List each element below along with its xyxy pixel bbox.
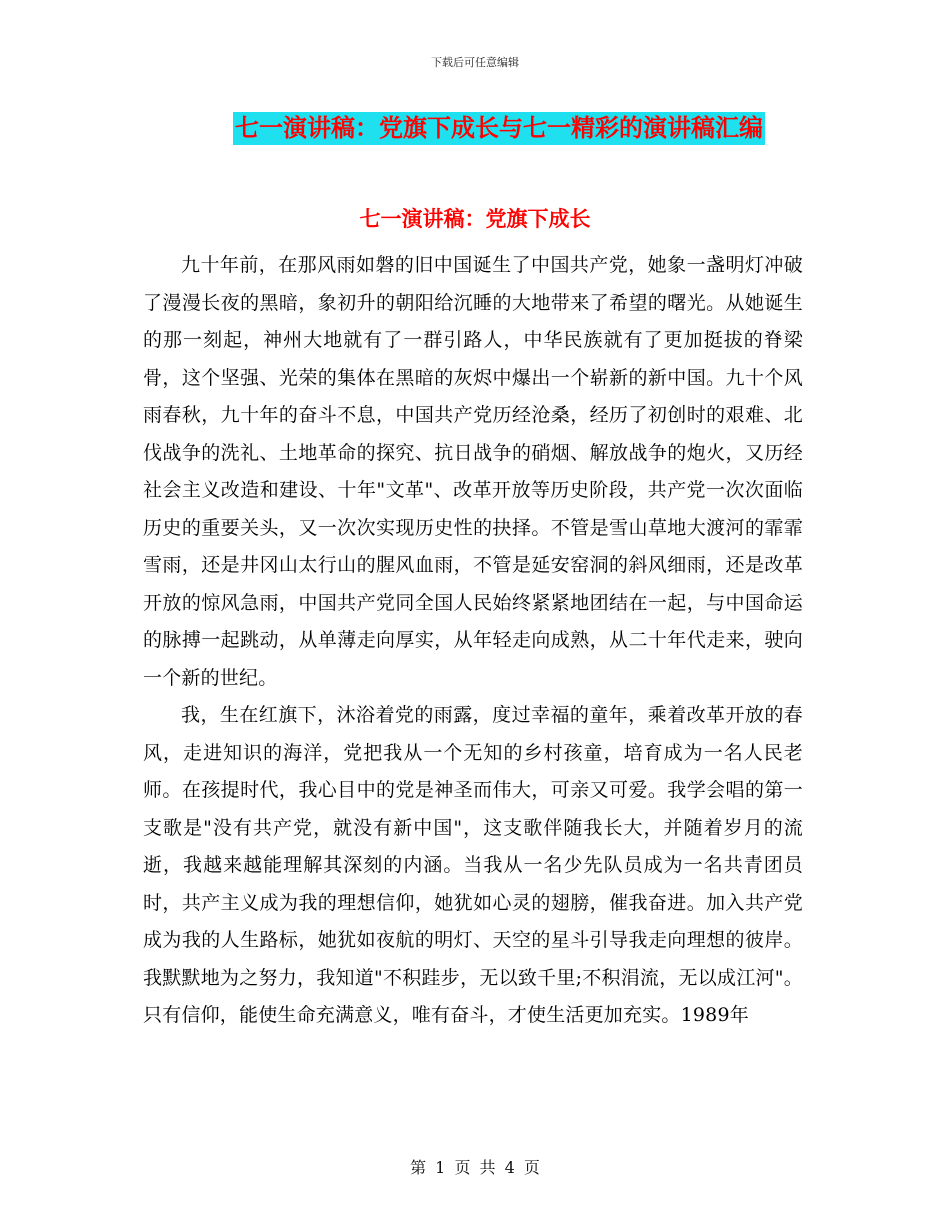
main-title-wrap xyxy=(0,112,950,145)
main-title: 七一演讲稿：党旗下成长与七一精彩的演讲稿汇编 xyxy=(233,112,765,145)
paragraph: 我，生在红旗下，沐浴着党的雨露，度过幸福的童年，乘着改革开放的春风，走进知识的海洋，党把我从一个无知的乡村孩童，培育成为一名人民老师。在孩提时代，我心目中的党是神圣而伟大，可亲又可爱。我学会唱的第一支歌是"没有共产党，就没有新中国"，这支歌伴随我长大，并随着岁月的流逝，我越来越能理解其深刻的内涵。当我从一名少先队员成为一名共青团员时，共产主义成为我的理想信仰，她犹如心灵的翅膀，催我奋进。加入共产党成为我的人生路标，她犹如夜航的明灯、天空的星斗引导我走向理想的彼岸。我默默地为之努力，我知道"不积跬步，无以致千里;不积涓流，无以成江河"。只有信仰，能使生命充满意义，唯有奋斗，才使生活更加充实。1989年 xyxy=(143,704,803,1026)
paragraph: 九十年前，在那风雨如磐的旧中国诞生了中国共产党，她象一盏明灯冲破了漫漫长夜的黑暗，象初升的朝阳给沉睡的大地带来了希望的曙光。从她诞生的那一刻起，神州大地就有了一群引路人，中华民族就有了更加挺拔的脊梁骨，这个坚强、光荣的集体在黑暗的灰烬中爆出一个崭新的新中国。九十个风雨春秋，九十年的奋斗不息，中国共产党历经沧桑，经历了初创时的艰难、北伐战争的洗礼、土地革命的探究、抗日战争的硝烟、解放战争的炮火，又历经社会主义改造和建设、十年"文革"、改革开放等历史阶段，共产党一次次面临历史的重要关头，又一次次实现历史性的抉择。不管是雪山草地大渡河的霏霏雪雨，还是井冈山太行山的腥风血雨，不管是延安窑洞的斜风细雨，还是改革开放的惊风急雨，中国共产党同全国人民始终紧紧地团结在一起，与中国命运的脉搏一起跳动，从单薄走向厚实，从年轻走向成熟，从二十年代走来，驶向一个新的世纪。 xyxy=(143,254,803,689)
body-text xyxy=(143,247,803,1035)
page-footer: 第 1 页 共 4 页 xyxy=(410,1158,540,1177)
section-title: 七一演讲稿：党旗下成长 xyxy=(359,207,591,231)
header-note: 下载后可任意编辑 xyxy=(431,56,519,69)
